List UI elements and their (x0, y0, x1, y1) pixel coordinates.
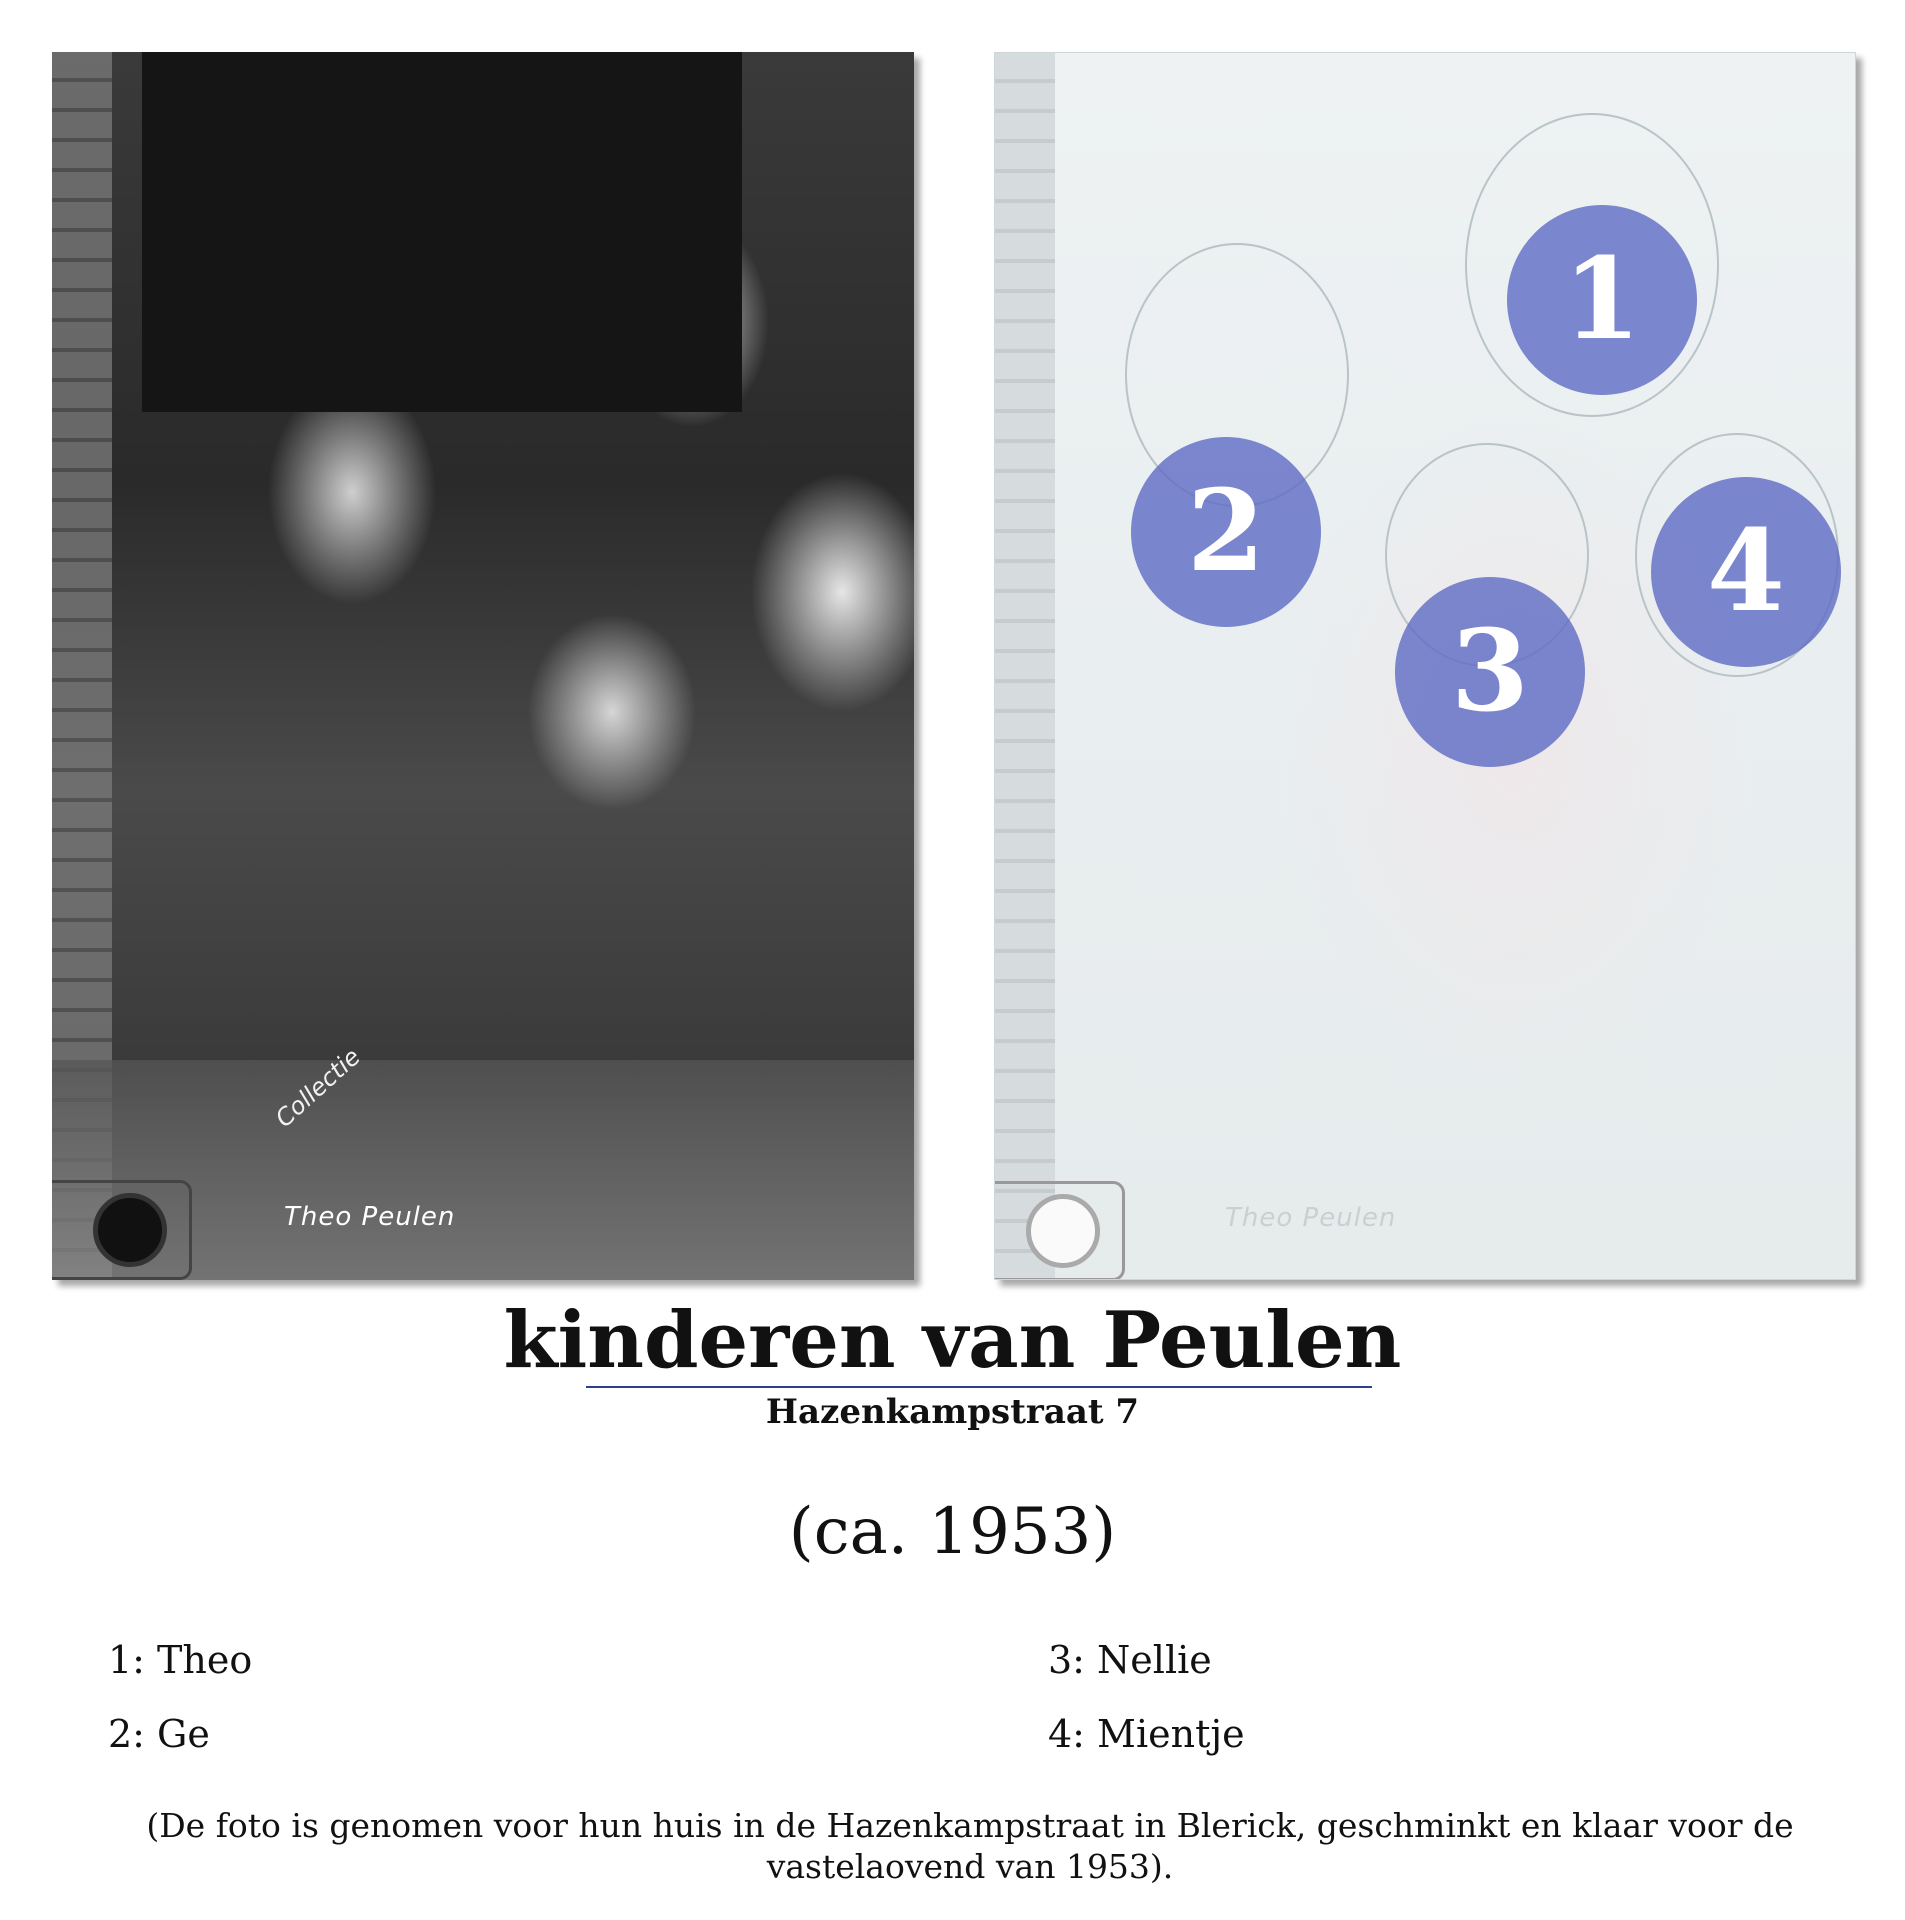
brick-wall (995, 53, 1055, 1279)
annotated-photo (994, 52, 1856, 1280)
legend-item: 1: Theo (108, 1638, 253, 1682)
camera-watermark-icon (52, 1180, 192, 1280)
camera-lens-icon (93, 1193, 167, 1267)
original-photo (52, 52, 914, 1280)
doorway (142, 52, 742, 412)
camera-lens-icon (1026, 1194, 1100, 1268)
watermark-signature: Theo Peulen (1225, 1203, 1397, 1233)
title-underline (586, 1386, 1372, 1388)
legend-item: 3: Nellie (1048, 1638, 1212, 1682)
marker-2: 2 (1131, 437, 1321, 627)
camera-watermark-icon (994, 1181, 1125, 1280)
marker-1: 1 (1507, 205, 1697, 395)
photo-description: (De foto is genomen voor hun huis in de Hazenkampstraat in Blerick, geschminkt en klaar voor de vastelaovend van 1953). (146, 1806, 1794, 1887)
marker-3: 3 (1395, 577, 1585, 767)
marker-4: 4 (1651, 477, 1841, 667)
watermark-signature: Theo Peulen (284, 1202, 456, 1232)
watermark-collection-text: Collectie (270, 1042, 366, 1133)
legend-item: 4: Mientje (1048, 1712, 1245, 1756)
page-title: kinderen van Peulen (503, 1295, 1402, 1386)
legend-item: 2: Ge (108, 1712, 210, 1756)
address-subtitle: Hazenkampstraat 7 (765, 1392, 1140, 1432)
year-label: (ca. 1953) (788, 1495, 1117, 1569)
